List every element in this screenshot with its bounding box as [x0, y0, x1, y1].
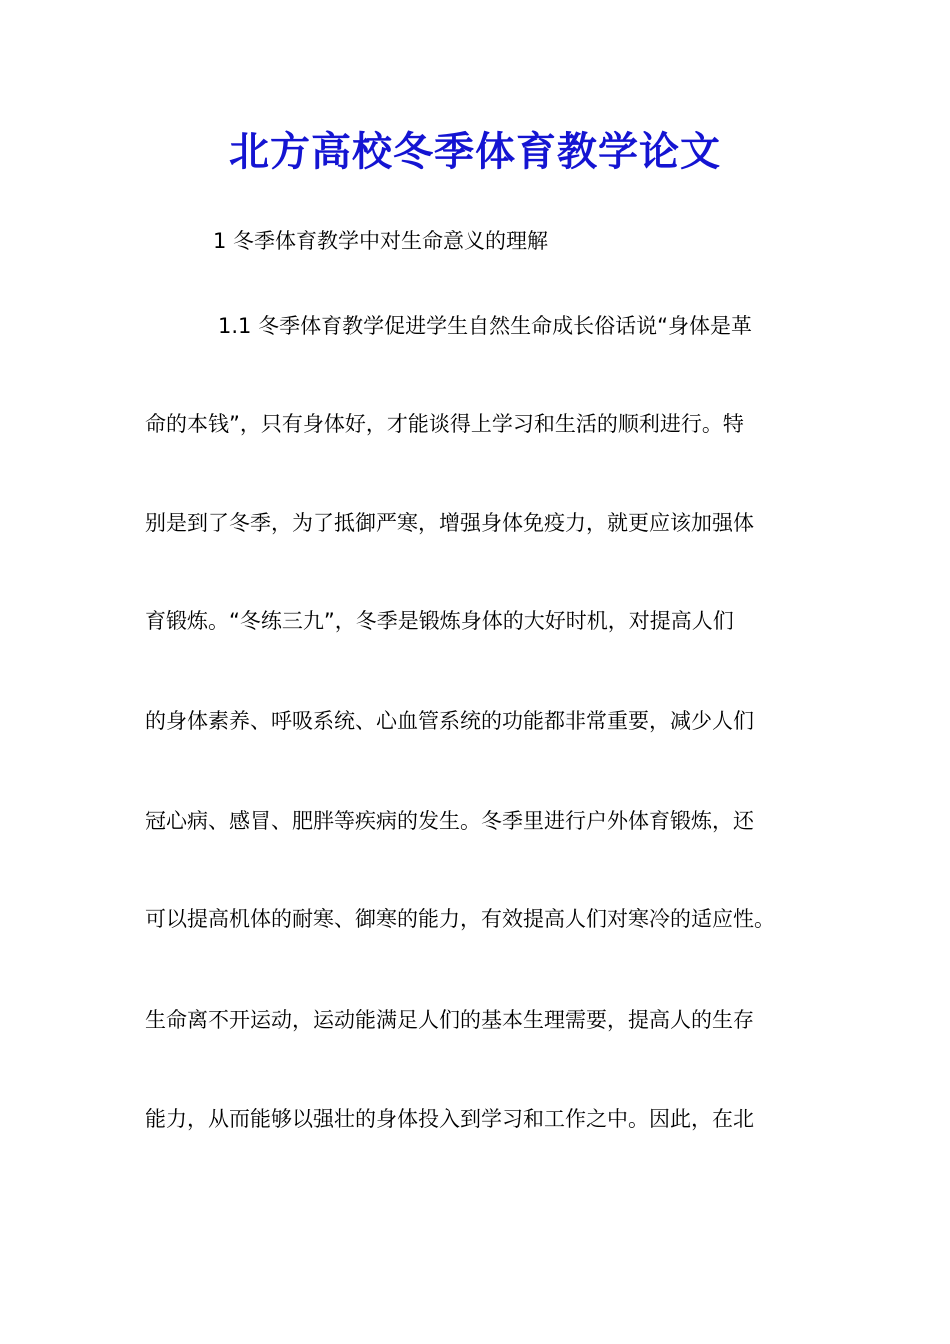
paragraph-line-1: 1.1 冬季体育教学促进学生自然生命成长俗话说“身体是革 — [218, 314, 752, 338]
paragraph-line-5: 的身体素养、呼吸系统、心血管系统的功能都非常重要，减少人们 — [145, 709, 754, 733]
section-heading: 1 冬季体育教学中对生命意义的理解 — [213, 229, 549, 253]
paragraph-line-7: 可以提高机体的耐寒、御寒的能力，有效提高人们对寒冷的适应性。 — [145, 907, 775, 931]
paragraph-line-3: 别是到了冬季，为了抵御严寒，增强身体免疫力，就更应该加强体 — [145, 511, 754, 535]
paragraph-line-8: 生命离不开运动，运动能满足人们的基本生理需要，提高人的生存 — [145, 1008, 754, 1032]
paragraph-line-9: 能力，从而能够以强壮的身体投入到学习和工作之中。因此，在北 — [145, 1107, 754, 1131]
paragraph-line-4: 育锻炼。“冬练三九”，冬季是锻炼身体的大好时机，对提高人们 — [145, 609, 734, 633]
paragraph-line-2: 命的本钱”，只有身体好，才能谈得上学习和生活的顺利进行。特 — [145, 412, 744, 436]
document-title: 北方高校冬季体育教学论文 — [229, 128, 721, 175]
paragraph-line-6: 冠心病、感冒、肥胖等疾病的发生。冬季里进行户外体育锻炼，还 — [145, 809, 754, 833]
